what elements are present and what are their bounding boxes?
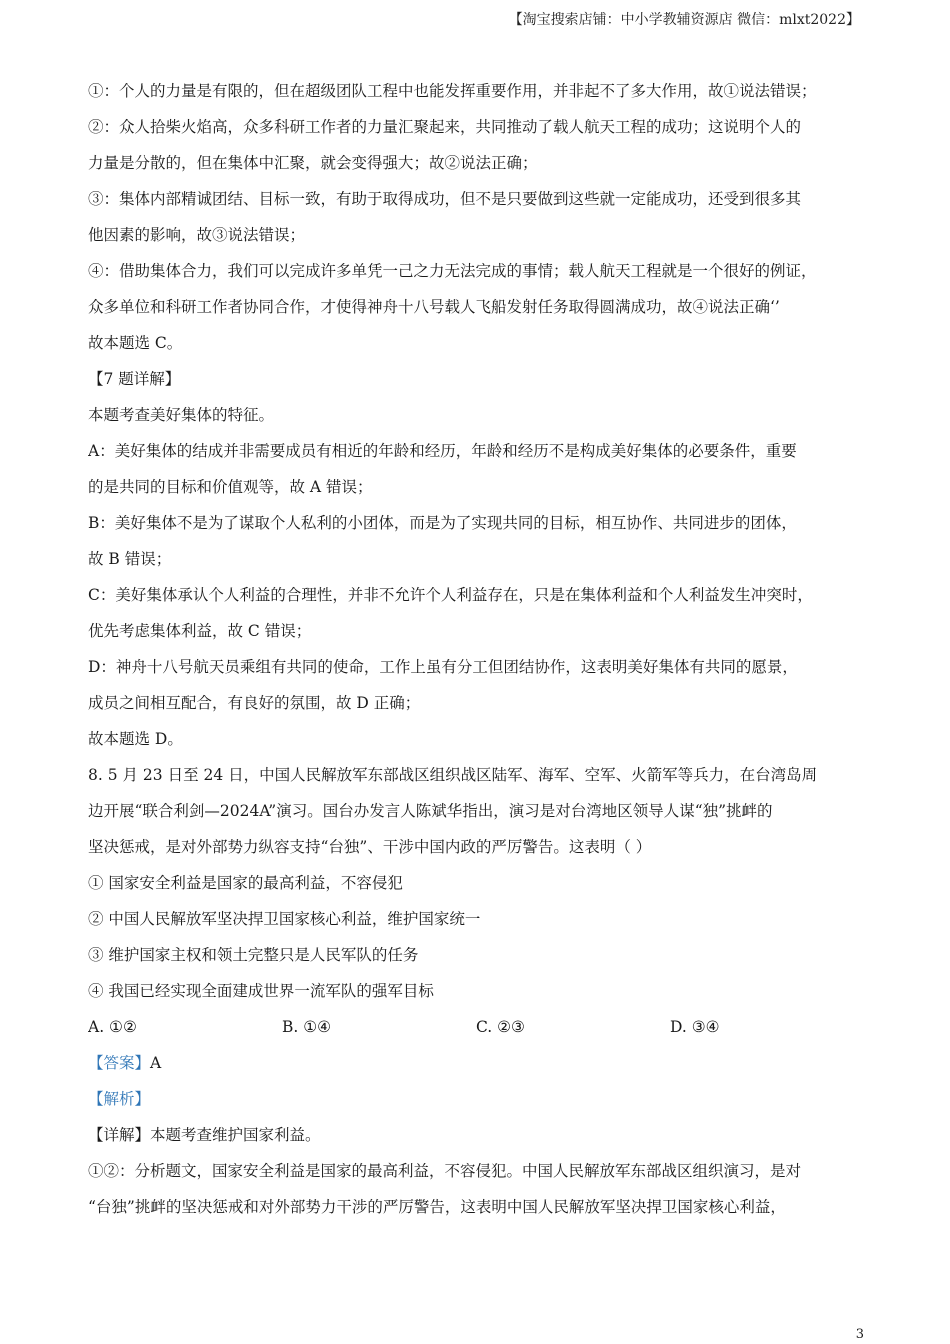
answer-label: 【答案】: [88, 1054, 151, 1072]
text-line: 力量是分散的，但在集体中汇聚，就会变得强大；故②说法正确；: [88, 154, 538, 172]
text-line: ④：借助集体合力，我们可以完成许多单凭一己之力无法完成的事情；载人航天工程就是一个很好的例证，: [88, 262, 817, 280]
text-line: B：美好集体不是为了谋取个人私利的小团体，而是为了实现共同的目标，相互协作、共同进步的团体，: [88, 514, 797, 532]
text-line: 优先考虑集体利益，故 C 错误；: [88, 622, 312, 640]
page-number: 3: [855, 1327, 864, 1342]
text-line: 故本题选 C。: [88, 334, 183, 352]
text-line: ①：个人的力量是有限的，但在超级团队工程中也能发挥重要作用，并非起不了多大作用，故①说法错误；: [88, 82, 817, 100]
text-line: A：美好集体的结成并非需要成员有相近的年龄和经历，年龄和经历不是构成美好集体的必要条件，重要: [88, 442, 797, 460]
choice-statement: ③ 维护国家主权和领土完整只是人民军队的任务: [88, 946, 419, 964]
option-b: B. ①④: [282, 1018, 332, 1036]
question-line: 边开展“联合利剑—2024A”演习。国台办发言人陈斌华指出，演习是对台湾地区领导人谋“独”挑衅的: [88, 802, 773, 820]
text-line: C：美好集体承认个人利益的合理性，并非不允许个人利益存在，只是在集体利益和个人利益发生冲突时，: [88, 586, 813, 604]
text-line: 本题考查美好集体的特征。: [88, 406, 275, 424]
section-heading: 【7 题详解】: [88, 370, 181, 388]
text-line: D：神舟十八号航天员乘组有共同的使命，工作上虽有分工但团结协作，这表明美好集体有共同的愿景，: [88, 658, 798, 676]
option-d: D. ③④: [670, 1018, 720, 1036]
question-line: 坚决惩戒，是对外部势力纵容支持“台独”、干涉中国内政的严厉警告。这表明（ ）: [88, 838, 652, 856]
document-body: [88, 78, 868, 1230]
text-line: 故本题选 D。: [88, 730, 183, 748]
text-line: ②：众人拾柴火焰高，众多科研工作者的力量汇聚起来，共同推动了载人航天工程的成功；这说明个人的: [88, 118, 802, 136]
analysis-label: 【解析】: [88, 1090, 151, 1108]
choice-statement: ① 国家安全利益是国家的最高利益，不容侵犯: [88, 874, 403, 892]
text-line: 的是共同的目标和价值观等，故 A 错误；: [88, 478, 373, 496]
detail-text: 本题考查维护国家利益。: [150, 1126, 321, 1144]
text-line: 成员之间相互配合，有良好的氛围，故 D 正确；: [88, 694, 421, 712]
detail-label: 【详解】: [88, 1126, 151, 1144]
choice-statement: ④ 我国已经实现全面建成世界一流军队的强军目标: [88, 982, 434, 1000]
option-a: A. ①②: [88, 1018, 137, 1036]
choice-statement: ② 中国人民解放军坚决捍卫国家核心利益，维护国家统一: [88, 910, 481, 928]
answer-value: A: [150, 1054, 162, 1072]
text-line: 他因素的影响，故③说法错误；: [88, 226, 306, 244]
answer-line: [88, 1050, 868, 1086]
option-c: C. ②③: [476, 1018, 525, 1036]
text-line: “台独”挑衅的坚决惩戒和对外部势力干涉的严厉警告，这表明中国人民解放军坚决捍卫国家核心利益，: [88, 1198, 786, 1216]
text-line: ①②：分析题文，国家安全利益是国家的最高利益，不容侵犯。中国人民解放军东部战区组织演习，是对: [88, 1162, 802, 1180]
text-line: 众多单位和科研工作者协同合作，才使得神舟十八号载人飞船发射任务取得圆满成功，故④说法正确‘’: [88, 298, 780, 316]
detail-line: [88, 1122, 868, 1158]
page-header: 【淘宝搜索店铺：中小学教辅资源店 微信：mlxt2022】: [508, 12, 860, 28]
text-line: 故 B 错误；: [88, 550, 172, 568]
question-line: 8. 5 月 23 日至 24 日，中国人民解放军东部战区组织战区陆军、海军、空军、火箭军等兵力，在台湾岛周: [88, 766, 818, 784]
text-line: ③：集体内部精诚团结、目标一致，有助于取得成功，但不是只要做到这些就一定能成功，还受到很多其: [88, 190, 802, 208]
answer-options: [88, 1014, 868, 1050]
